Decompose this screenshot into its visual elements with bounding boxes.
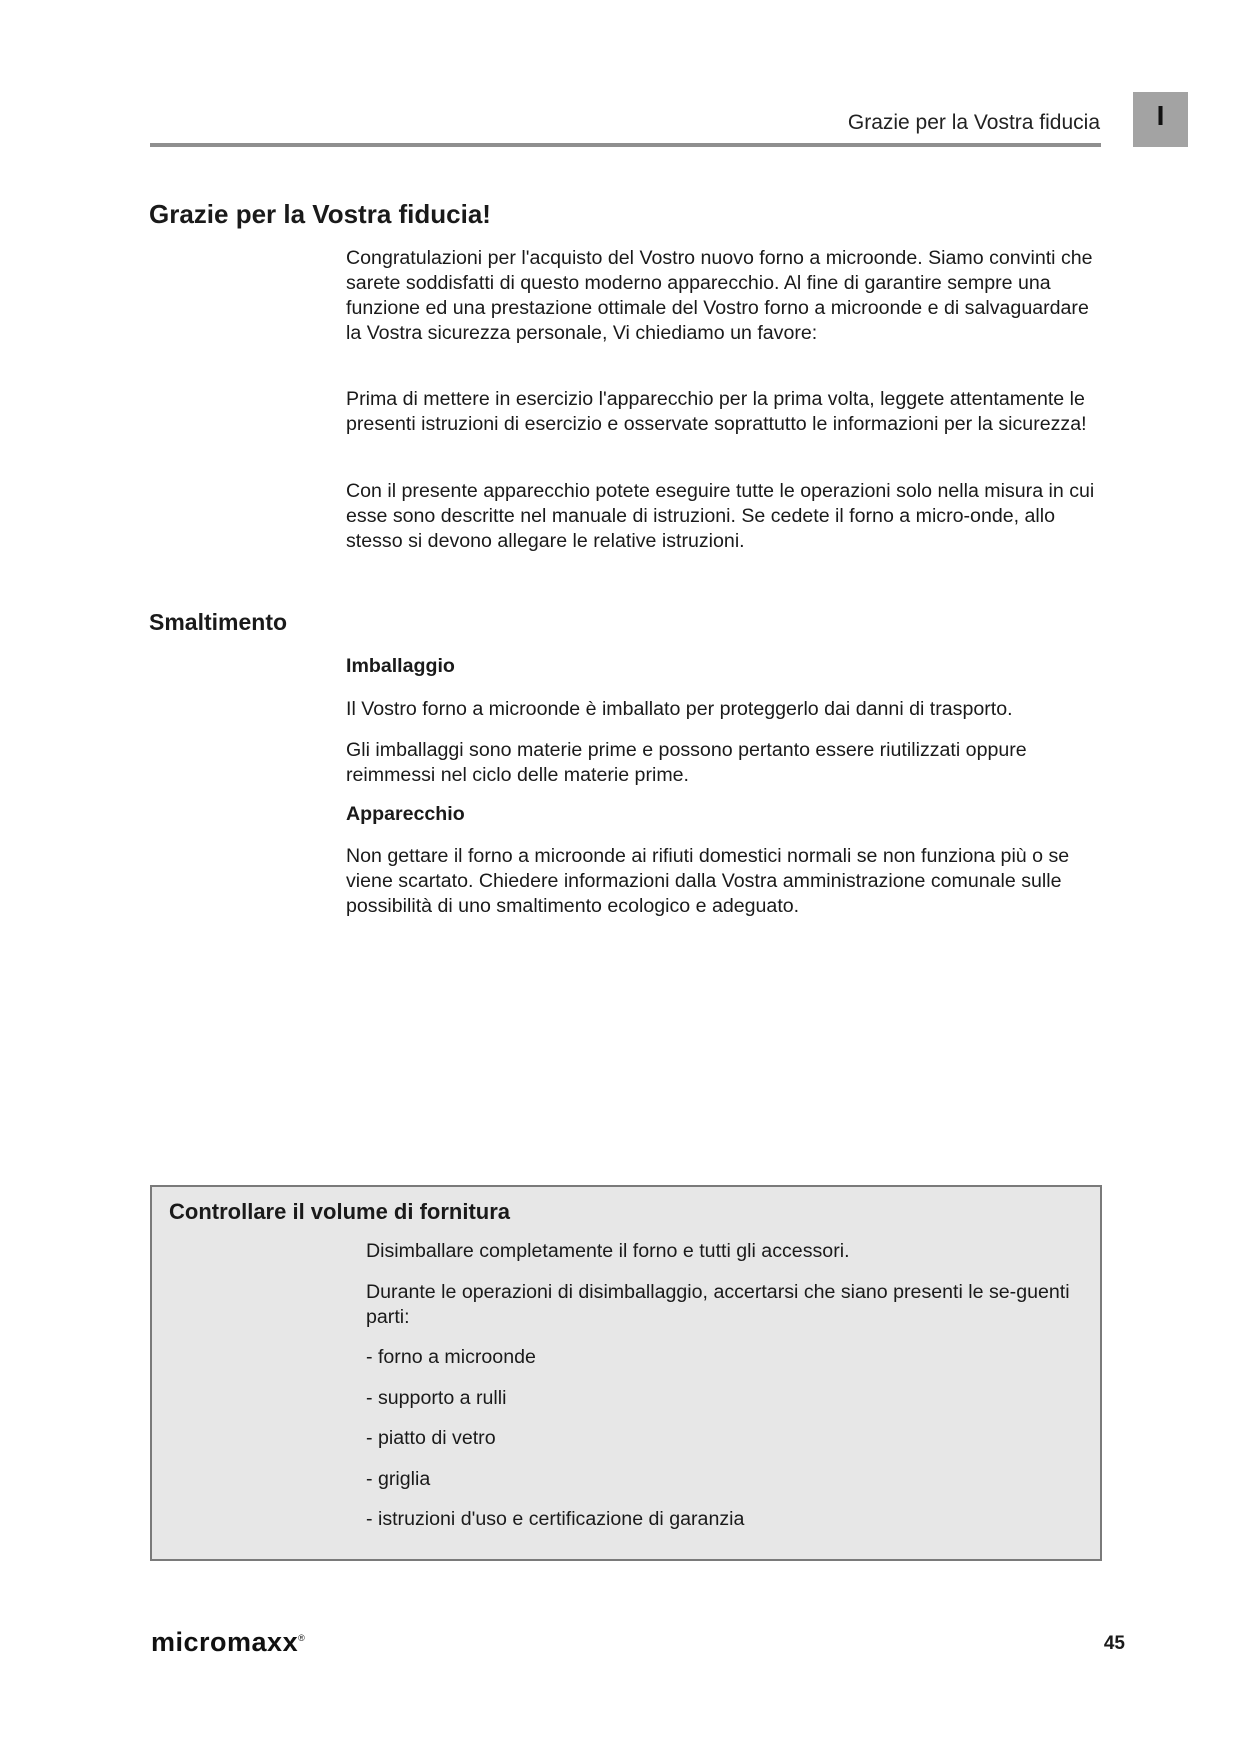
list-item: - forno a microonde — [366, 1346, 536, 1368]
language-tab: I — [1133, 92, 1188, 147]
delivery-item-list — [366, 1345, 744, 1548]
brand-logo — [151, 1627, 305, 1658]
list-item: - supporto a rulli — [366, 1386, 507, 1409]
delivery-paragraph-2: Durante le operazioni di disimballaggio, accertarsi che siano presenti le se-guenti parti: — [366, 1281, 1070, 1328]
running-header-title: Grazie per la Vostra fiducia — [847, 111, 1100, 134]
registered-mark: ® — [298, 1633, 306, 1643]
page-title: Grazie per la Vostra fiducia! — [149, 199, 491, 229]
page-number: 45 — [1103, 1633, 1125, 1654]
packaging-paragraph-1: Il Vostro forno a microonde è imballato per proteggerlo dai danni di trasporto. — [346, 698, 1013, 720]
packaging-subheading: Imballaggio — [346, 655, 455, 677]
intro-paragraph-2: Prima di mettere in esercizio l'apparecchio per la prima volta, leggete attentamente le presenti istruzioni di esercizio e osservate soprattutto le informazioni per la sicurezza! — [346, 388, 1087, 435]
list-item: - piatto di vetro — [366, 1427, 496, 1449]
intro-paragraph-3: Con il presente apparecchio potete eseguire tutte le operazioni solo nella misura in cui esse sono descritte nel manuale di istruzioni. Se cedete il forno a micro-onde, allo stesso si devono allegare le relative istruzioni. — [346, 480, 1095, 552]
delivery-paragraph-1: Disimballare completamente il forno e tutti gli accessori. — [366, 1240, 850, 1262]
brand-name: micromaxx — [151, 1627, 299, 1657]
list-item: - istruzioni d'uso e certificazione di garanzia — [366, 1508, 745, 1530]
device-subheading: Apparecchio — [346, 803, 465, 825]
list-item: - griglia — [366, 1467, 431, 1490]
intro-paragraph-1: Congratulazioni per l'acquisto del Vostro nuovo forno a microonde. Siamo convinti che sarete soddisfatti di questo moderno apparecchio. Al fine di garantire sempre una funzione ed una prestazione ottimale del Vostro forno a microonde e di salvaguardare la Vostra sicurezza personale, Vi chiediamo un favore: — [346, 247, 1093, 344]
delivery-heading: Controllare il volume di fornitura — [169, 1199, 511, 1224]
packaging-paragraph-2: Gli imballaggi sono materie prime e possono pertanto essere riutilizzati oppure reimmessi nel ciclo delle materie prime. — [346, 739, 1027, 786]
device-paragraph: Non gettare il forno a microonde ai rifiuti domestici normali se non funziona più o se viene scartato. Chiedere informazioni dalla Vostra amministrazione comunale sulle possibilità di uno smaltimento ecologico e adeguato. — [346, 845, 1070, 917]
header-divider — [150, 143, 1101, 147]
disposal-heading: Smaltimento — [149, 609, 288, 635]
delivery-checklist-box — [150, 1185, 1102, 1561]
